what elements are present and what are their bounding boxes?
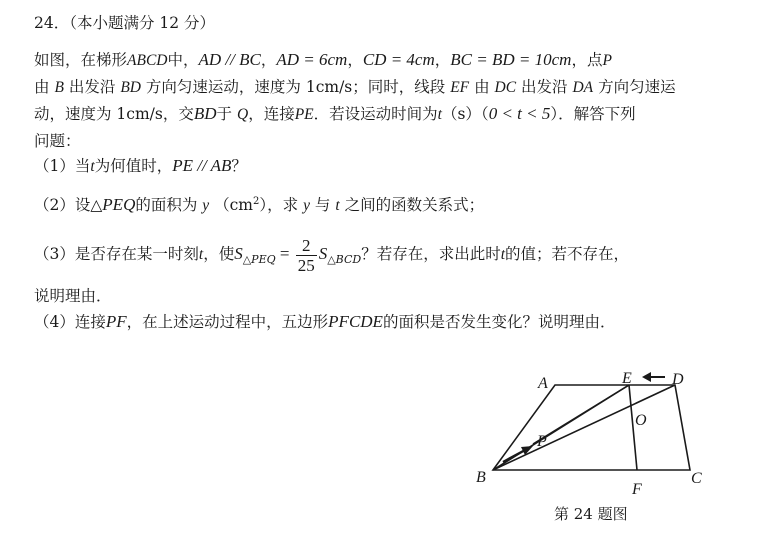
- equals-sign: =: [275, 244, 294, 263]
- text: （3）是否存在某一时刻: [34, 245, 199, 263]
- text: （4）连接: [34, 313, 106, 331]
- variable-t: t: [198, 246, 204, 263]
- label-f: F: [632, 481, 642, 498]
- text: 与: [314, 196, 331, 215]
- trapezoid-abcd: [493, 385, 690, 470]
- text: 动，速度为 1cm/s，交: [34, 105, 194, 123]
- arrow-e: [642, 372, 665, 382]
- text: ，使: [203, 245, 235, 263]
- label-e: E: [622, 370, 632, 387]
- text: ，在上述运动过程中，五边形: [126, 313, 329, 331]
- t-range: 0 < t < 5: [488, 104, 551, 123]
- triangle-peq: PEQ: [102, 195, 136, 215]
- condition-bc-bd: BC = BD = 10cm: [450, 50, 572, 69]
- label-c: C: [691, 470, 702, 487]
- condition-cd: CD = 4cm: [362, 50, 435, 69]
- area-symbol: S: [318, 244, 328, 263]
- subscript-peq: △PEQ: [242, 253, 276, 266]
- text: 的面积为: [135, 196, 198, 215]
- label-a: A: [538, 375, 548, 392]
- figure-caption: 第 24 题图: [554, 505, 628, 523]
- text: ，: [260, 51, 277, 69]
- text: 出发沿: [521, 78, 568, 96]
- trapezoid-name: ABCD: [127, 52, 168, 69]
- text: ，: [347, 51, 363, 69]
- text: 如图，在梯形: [34, 51, 128, 69]
- question-3-continued: 说明理由．: [34, 287, 112, 305]
- numerator: 2: [296, 236, 317, 256]
- segment-bd: BD: [120, 79, 141, 96]
- condition-ad: AD = 6cm: [276, 50, 348, 69]
- denominator: 25: [297, 255, 315, 275]
- variable-t: t: [335, 197, 340, 215]
- segment-da: DA: [572, 79, 594, 96]
- text: 为何值时，: [94, 157, 173, 175]
- point-b: B: [54, 79, 64, 96]
- text: ．若设运动时间为: [313, 105, 438, 123]
- area-symbol: S: [234, 244, 243, 263]
- variable-t: t: [437, 106, 442, 123]
- text: （s）（: [441, 105, 489, 123]
- text: 方向匀速运动，速度为 1cm/s；同时，线段: [145, 78, 446, 96]
- variable-t: t: [90, 158, 95, 175]
- label-b: B: [476, 469, 486, 486]
- text: （2）设△: [34, 196, 103, 215]
- segment-dc: DC: [494, 79, 517, 96]
- condition-ad-parallel-bc: AD // BC: [198, 50, 261, 69]
- text: ？: [231, 157, 247, 175]
- text: 出发沿: [68, 78, 116, 96]
- text: （cm: [214, 196, 254, 215]
- variable-y: y: [202, 197, 210, 215]
- text: ，: [434, 51, 451, 69]
- point-p: P: [602, 52, 612, 69]
- condition-pe-parallel-ab: PE // AB: [172, 156, 232, 175]
- text: 的面积是否发生变化？说明理由．: [382, 313, 616, 331]
- text: 由: [474, 78, 490, 96]
- superscript: 2: [253, 196, 260, 207]
- point-q: Q: [236, 106, 249, 123]
- subscript-bcd: △BCD: [327, 253, 362, 266]
- text: 中，: [167, 51, 199, 69]
- text: ，连接: [248, 105, 295, 123]
- segment-pf: PF: [105, 312, 127, 331]
- label-d: D: [672, 371, 684, 388]
- segment-pe: PE: [294, 106, 314, 123]
- intro-line-4: 问题：: [34, 132, 81, 150]
- label-p: P: [537, 433, 547, 450]
- segment-bd: BD: [193, 104, 217, 123]
- text: 之间的函数关系式；: [344, 196, 485, 215]
- text: 由: [34, 78, 50, 96]
- label-q: O: [635, 412, 647, 429]
- pentagon-pfcde: PFCDE: [328, 312, 383, 331]
- text: ，点: [571, 51, 603, 69]
- text: 于: [216, 105, 233, 123]
- variable-y: y: [303, 197, 310, 215]
- text: ？若存在，求出此时: [361, 245, 501, 263]
- problem-header: 24．（本小题满分 12 分）: [34, 14, 216, 32]
- text: （1）当: [34, 157, 91, 175]
- segment-ef: EF: [450, 79, 470, 96]
- text: ），求: [259, 196, 299, 215]
- variable-t: t: [500, 246, 506, 263]
- text: ）．解答下列: [550, 105, 636, 123]
- diagonal-bd: [493, 385, 675, 470]
- text: 的值；若不存在，: [505, 245, 630, 263]
- text: 方向匀速运: [598, 78, 676, 96]
